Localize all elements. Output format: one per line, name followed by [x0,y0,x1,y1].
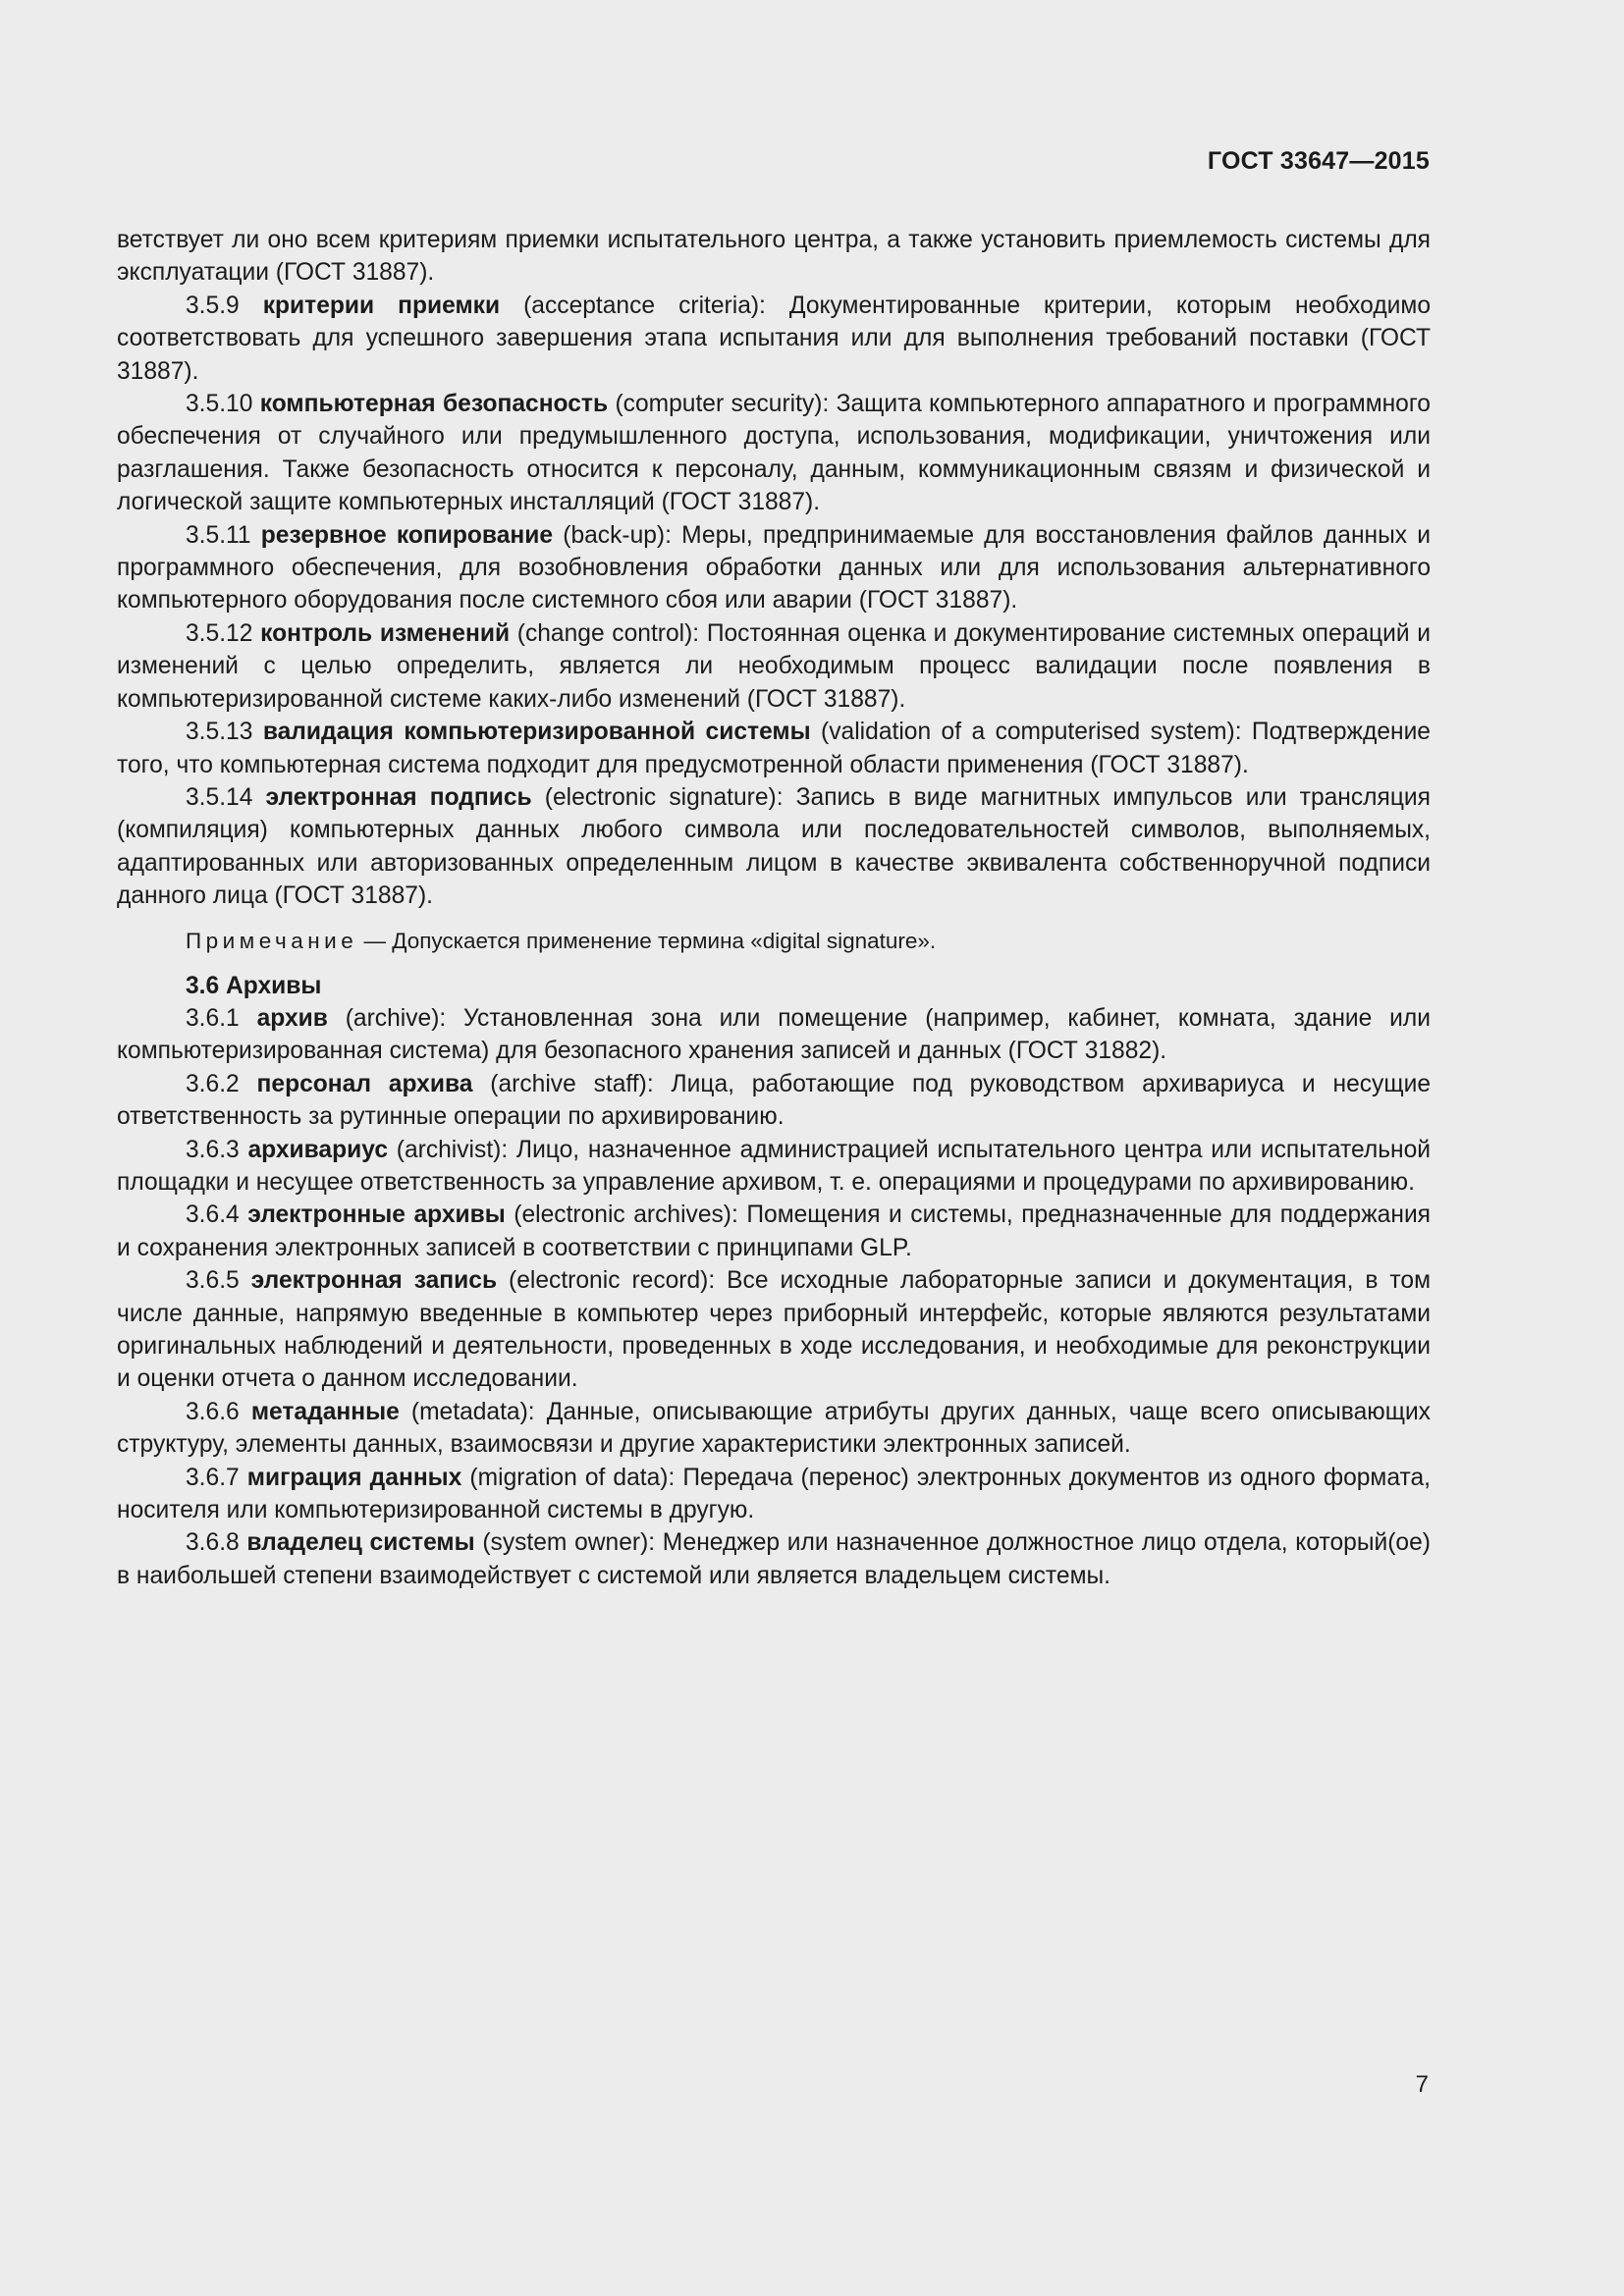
definition-term: компьютерная безопасность [259,391,609,418]
definition-term: критерии приемки [262,292,501,319]
definition-term: электронная запись [250,1267,498,1295]
definition-number: 3.5.12 [186,619,253,647]
definition-body: (acceptance criteria): Документированные критерии, которым необходимо соответствовать для успешного завершения этапа испытания или для выполнения требований поставки (ГОСТ 31887). [117,292,1431,385]
definition-term: резервное копирование [260,521,554,549]
definition-3-5-10 [117,388,1431,519]
definition-number: 3.6.1 [186,1004,240,1032]
definition-3-5-9 [117,290,1431,388]
definition-3-6-2 [117,1068,1431,1134]
definition-number: 3.5.11 [186,521,251,549]
definition-number: 3.5.13 [186,719,253,746]
definition-3-6-3 [117,1134,1431,1200]
definition-term: валидация компьютеризированной системы [262,719,811,746]
document-header: ГОСТ 33647—2015 [1207,147,1430,175]
definition-term: электронная подпись [265,783,532,811]
definition-body: (computer security): Защита компьютерного аппаратного и программного обеспечения от случайного или предумышленного доступа, использования, модификации, уничтожения или разглашения. Также безопасность относится к персоналу, данным, коммуникационным связям и физической и логической защите компьютерных инсталляций (ГОСТ 31887). [117,391,1431,516]
definition-number: 3.6.5 [186,1267,240,1295]
definition-3-6-6 [117,1396,1431,1462]
definition-3-5-11 [117,519,1431,617]
definition-body: (archive): Установленная зона или помещение (например, кабинет, комната, здание или компьютеризированная система) для безопасного хранения записей и данных (ГОСТ 31882). [117,1004,1432,1065]
definition-body: (electronic signature): Запись в виде магнитных импульсов или трансляция (компиляция) компьютерных данных любого символа или последовательностей символов, выполняемых, адаптированных или авторизованных определенным лицом в качестве эквивалента собственноручной подписи данного лица (ГОСТ 31887). [117,783,1431,910]
definition-term: персонал архива [256,1070,473,1097]
definition-term: метаданные [250,1398,400,1425]
intro-paragraph: ветствует ли оно всем критериям приемки испытательного центра, а также установить приемлемость системы для эксплуатации (ГОСТ 31887). [117,227,1431,287]
definition-term: контроль изменений [260,619,511,647]
note-label: Примечание [186,928,358,953]
definition-3-6-8 [117,1526,1431,1592]
definition-number: 3.5.9 [186,292,240,319]
definition-3-6-5 [117,1264,1431,1396]
definition-3-5-14 [117,781,1431,913]
definition-number: 3.6.8 [186,1529,240,1557]
definition-body: (electronic archives): Помещения и системы, предназначенные для поддержания и сохранения электронных записей в соответствии с принципами GLP. [117,1201,1431,1261]
definition-3-5-13 [117,716,1431,781]
definition-body: (archive staff): Лица, работающие под руководством архивариуса и несущие ответственность за рутинные операции по архивированию. [117,1070,1431,1131]
note-text: — Допускается применение термина «digital signature». [357,928,937,953]
definition-term: электронные архивы [247,1201,506,1229]
definition-number: 3.6.6 [186,1398,240,1425]
definition-3-5-12 [117,617,1431,716]
definition-3-6-1 [117,1002,1431,1068]
definition-3-6-7 [117,1462,1431,1527]
definition-term: архив [256,1004,328,1032]
definition-body: (electronic record): Все исходные лабораторные записи и документация, в том числе данные, напрямую введенные в компьютер через приборный интерфейс, которые являются результатами оригинальных наблюдений и деятельности, проведенных в ходе исследования, и необходимые для реконструкции и оценки отчета о данном исследовании. [117,1267,1431,1393]
definition-body: (change control): Постоянная оценка и документирование системных операций и изменений с целью определить, является ли необходимым процесс валидации после появления в компьютеризированной системе каких-либо изменений (ГОСТ 31887). [117,619,1431,713]
definition-body: (back-up): Меры, предпринимаемые для восстановления файлов данных и программного обеспечения, для возобновления обработки данных или для использования альтернативного компьютерного оборудования после системного сбоя или аварии (ГОСТ 31887). [117,521,1431,614]
page-number: 7 [1415,2071,1429,2098]
definition-body: (metadata): Данные, описывающие атрибуты других данных, чаще всего описывающих структуру, элементы данных, взаимосвязи и другие характеристики электронных записей. [117,1398,1431,1459]
definition-term: архивариус [247,1136,388,1163]
definition-3-6-4 [117,1199,1431,1264]
definition-body: (migration of data): Передача (перенос) электронных документов из одного формата, носителя или компьютеризированной системы в другую. [117,1464,1431,1524]
document-body [117,224,1431,1592]
definition-body: (archivist): Лицо, назначенное администрацией испытательного центра или испытательной площадки и несущее ответственность за управление архивом, т. е. операциями и процедурами по архивированию. [117,1136,1431,1196]
definition-body: (validation of a computerised system): Подтверждение того, что компьютерная система подходит для предусмотренной области применения (ГОСТ 31887). [117,719,1431,778]
definition-number: 3.5.10 [186,391,253,418]
section-heading: 3.6 Архивы [186,972,322,999]
definition-number: 3.5.14 [186,783,253,811]
definition-number: 3.6.2 [186,1070,240,1097]
note-paragraph [117,927,1431,956]
definition-number: 3.6.4 [186,1201,240,1229]
definition-number: 3.6.3 [186,1136,240,1163]
definition-term: владелец системы [246,1529,475,1557]
definition-number: 3.6.7 [186,1464,240,1491]
definition-body: (system owner): Менеджер или назначенное должностное лицо отдела, который(ое) в наибольшей степени взаимодействует с системой или является владельцем системы. [117,1529,1431,1589]
definition-term: миграция данных [246,1464,462,1491]
